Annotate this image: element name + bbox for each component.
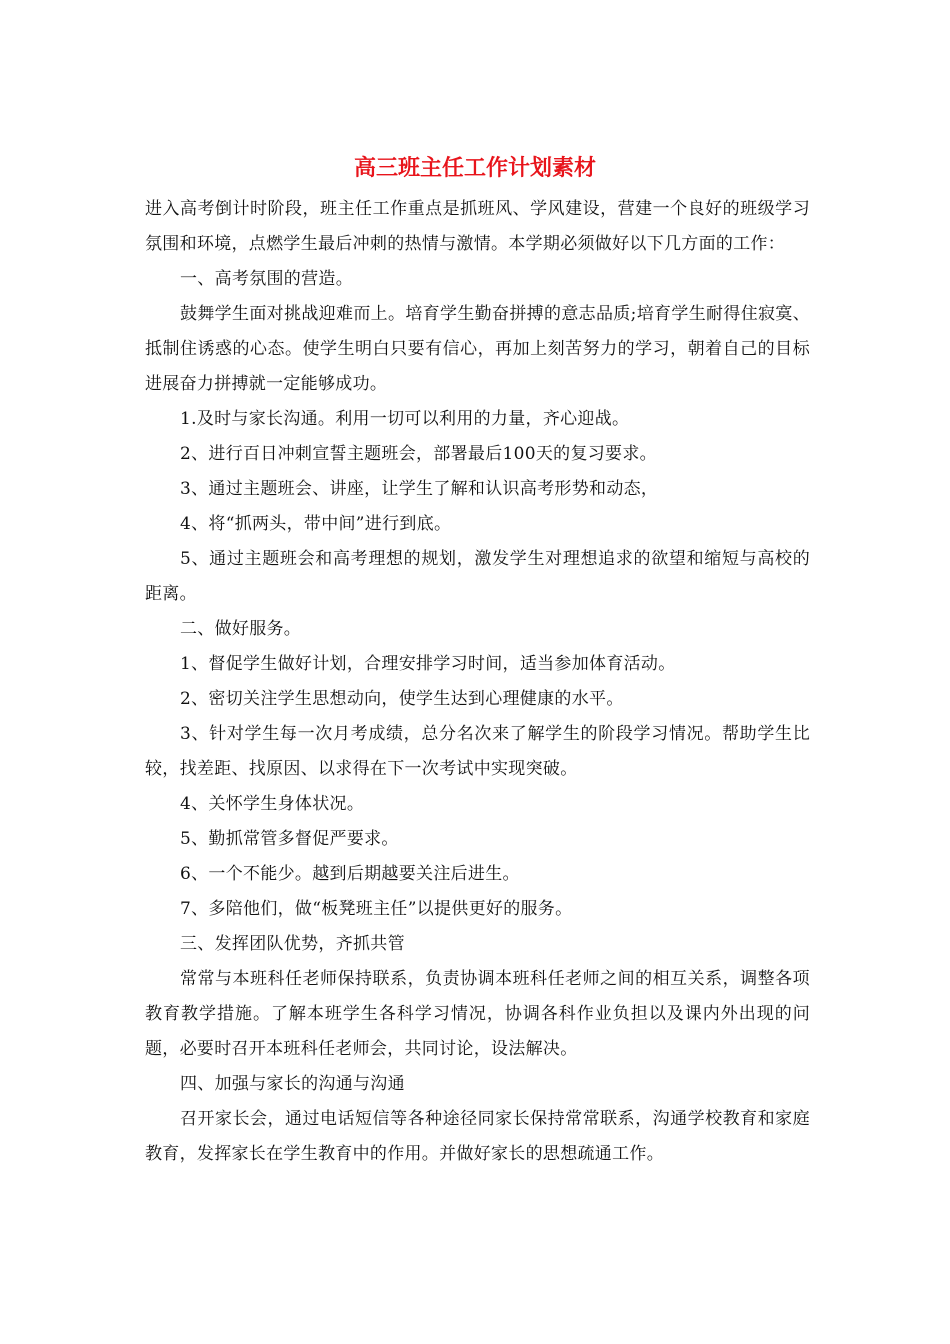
section-heading-2: 二、做好服务。 bbox=[180, 619, 302, 639]
paragraph: 进入高考倒计时阶段，班主任工作重点是抓班风、学风建设，营建一个良好的班级学习氛围和环境，点燃学生最后冲刺的热情与激情。本学期必须做好以下几方面的工作： bbox=[145, 199, 810, 254]
list-item: 2、密切关注学生思想动向，使学生达到心理健康的水平。 bbox=[180, 689, 624, 709]
document-body bbox=[145, 192, 810, 1172]
list-item: 1.及时与家长沟通。利用一切可以利用的力量，齐心迎战。 bbox=[180, 409, 630, 429]
section-heading-3: 三、发挥团队优势，齐抓共管 bbox=[180, 934, 405, 954]
list-item: 6、一个不能少。越到后期越要关注后进生。 bbox=[180, 864, 520, 884]
list-item: 7、多陪他们，做“板凳班主任”以提供更好的服务。 bbox=[180, 899, 573, 919]
document-title: 高三班主任工作计划素材 bbox=[353, 155, 596, 181]
paragraph: 召开家长会，通过电话短信等各种途径同家长保持常常联系，沟通学校教育和家庭教育，发挥家长在学生教育中的作用。并做好家长的思想疏通工作。 bbox=[145, 1109, 810, 1164]
list-item: 3、通过主题班会、讲座，让学生了解和认识高考形势和动态， bbox=[180, 479, 659, 499]
list-item: 4、关怀学生身体状况。 bbox=[180, 794, 365, 814]
list-item: 3、针对学生每一次月考成绩，总分名次来了解学生的阶段学习情况。帮助学生比较，找差距、找原因、以求得在下一次考试中实现突破。 bbox=[145, 724, 810, 779]
list-item: 5、通过主题班会和高考理想的规划，激发学生对理想追求的欲望和缩短与高校的距离。 bbox=[145, 549, 810, 604]
list-item: 2、进行百日冲刺宣誓主题班会，部署最后100天的复习要求。 bbox=[180, 444, 657, 464]
list-item: 4、将“抓两头，带中间”进行到底。 bbox=[180, 514, 452, 534]
section-heading-1: 一、高考氛围的营造。 bbox=[180, 269, 353, 289]
paragraph: 常常与本班科任老师保持联系，负责协调本班科任老师之间的相互关系，调整各项教育教学措施。了解本班学生各科学习情况，协调各科作业负担以及课内外出现的问题，必要时召开本班科任老师会，共同讨论，设法解决。 bbox=[145, 969, 810, 1059]
list-item: 5、勤抓常管多督促严要求。 bbox=[180, 829, 399, 849]
paragraph: 鼓舞学生面对挑战迎难而上。培育学生勤奋拼搏的意志品质;培育学生耐得住寂寞、抵制住诱惑的心态。使学生明白只要有信心，再加上刻苦努力的学习，朝着自己的目标进展奋力拼搏就一定能够成功。 bbox=[145, 304, 810, 394]
list-item: 1、督促学生做好计划，合理安排学习时间，适当参加体育活动。 bbox=[180, 654, 676, 674]
section-heading-4: 四、加强与家长的沟通与沟通 bbox=[180, 1074, 405, 1094]
